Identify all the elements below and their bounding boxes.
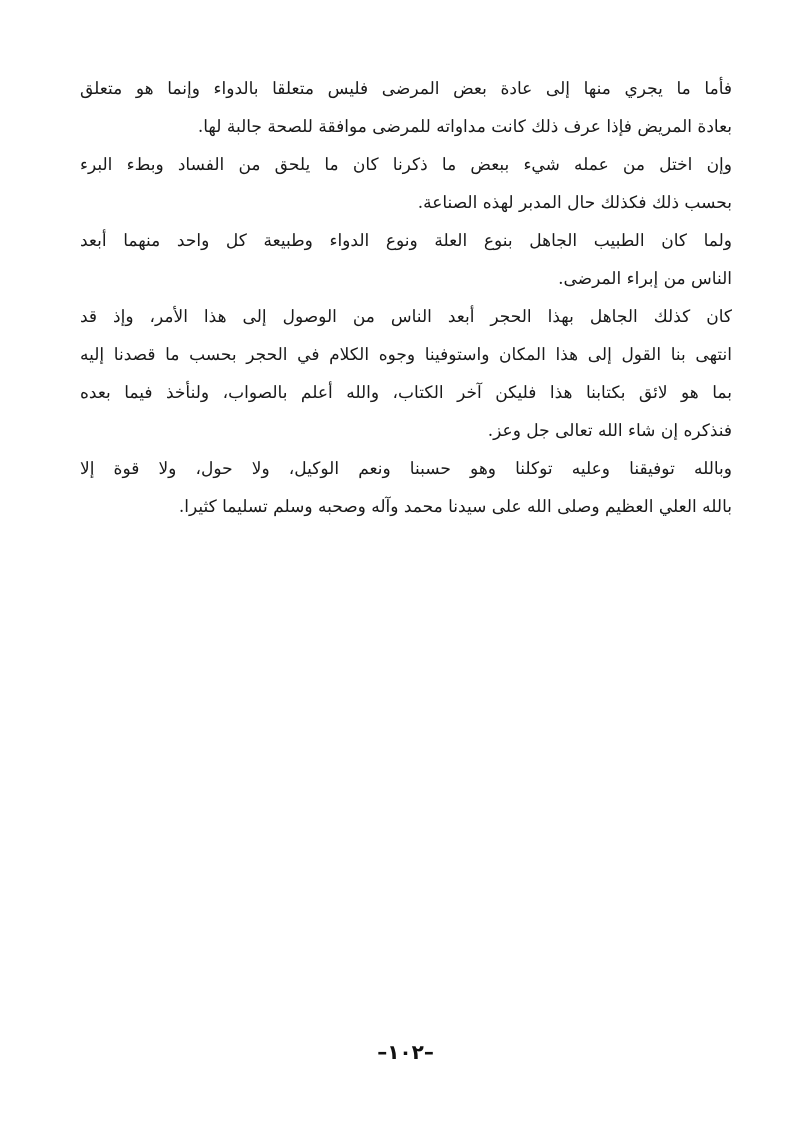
- text-line: ولما كان الطبيب الجاهل بنوع العلة ونوع الدواء وطبيعة كل واحد منهما أبعد: [80, 231, 732, 251]
- text-line: انتهى بنا القول إلى هذا المكان واستوفينا وجوه الكلام في الحجر بحسب ما قصدنا إليه: [80, 345, 732, 365]
- text-line: كان كذلك الجاهل بهذا الحجر أبعد الناس من الوصول إلى هذا الأمر، وإذ قد: [80, 307, 732, 327]
- text-line: فأما ما يجري منها إلى عادة بعض المرضى فليس متعلقا بالدواء وإنما هو متعلق: [80, 79, 732, 99]
- text-line: فنذكره إن شاء الله تعالى جل وعز.: [487, 421, 732, 441]
- text-line: بالله العلي العظيم وصلى الله على سيدنا محمد وآله وصحبه وسلم تسليما كثيرا.: [178, 497, 732, 517]
- text-line: بعادة المريض فإذا عرف ذلك كانت مداواته للمرضى موافقة للصحة جالبة لها.: [197, 117, 732, 137]
- text-line: بما هو لائق بكتابنا هذا فليكن آخر الكتاب، والله أعلم بالصواب، ولنأخذ فيما بعده: [80, 383, 732, 403]
- text-line: وبالله توفيقنا وعليه توكلنا وهو حسبنا ونعم الوكيل، ولا حول، ولا قوة إلا: [80, 459, 732, 479]
- paragraph-4: [80, 298, 732, 450]
- paragraph-2: [80, 146, 732, 222]
- text-line: بحسب ذلك فكذلك حال المدبر لهذه الصناعة.: [417, 193, 732, 213]
- paragraph-5: [80, 450, 732, 526]
- body-text: [80, 70, 732, 526]
- page-number: –١٠٢–: [377, 1040, 434, 1064]
- paragraph-1: [80, 70, 732, 146]
- text-line: وإن اختل من عمله شيء ببعض ما ذكرنا كان ما يلحق من الفساد وبطء البرء: [80, 155, 732, 175]
- paragraph-3: [80, 222, 732, 298]
- text-line: الناس من إبراء المرضى.: [558, 269, 732, 289]
